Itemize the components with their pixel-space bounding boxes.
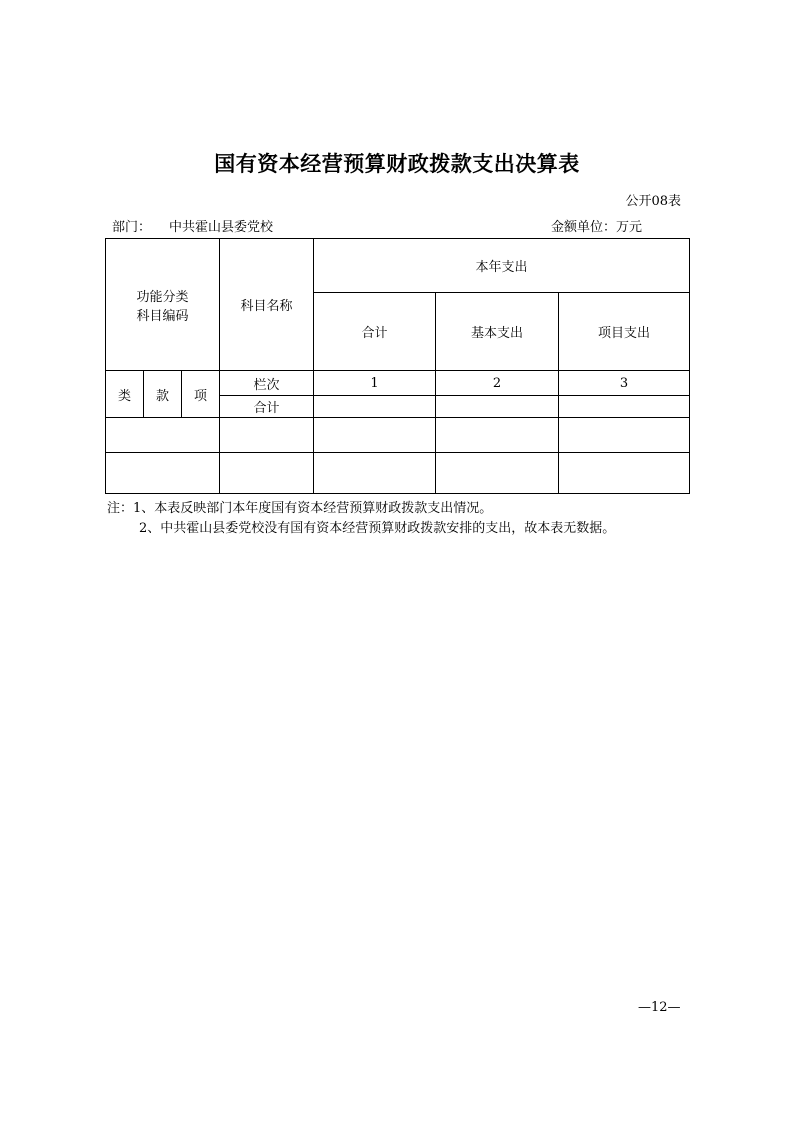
- column-label: 栏次: [220, 371, 314, 396]
- code-col-xiang: 项: [182, 371, 220, 418]
- column-number-3: 3: [559, 371, 690, 396]
- table-cell: [106, 418, 220, 453]
- table-cell: [220, 418, 314, 453]
- table-row: [106, 453, 690, 494]
- table-cell: [559, 453, 690, 494]
- project-expenditure-header: 项目支出: [559, 293, 690, 371]
- department-line: [112, 216, 273, 235]
- table-cell: [559, 418, 690, 453]
- basic-expenditure-header: 基本支出: [436, 293, 559, 371]
- column-number-2: 2: [436, 371, 559, 396]
- note-2: 2、中共霍山县委党校没有国有资本经营预算财政拨款安排的支出，故本表无数据。: [139, 521, 616, 536]
- form-code: 公开08表: [625, 194, 681, 209]
- total-header: 合计: [314, 293, 436, 371]
- header-row-1: [106, 239, 690, 293]
- expenditure-table: [105, 238, 690, 494]
- notes: [107, 499, 615, 539]
- total-cell: [314, 396, 436, 418]
- table-cell: [436, 418, 559, 453]
- func-code-header: 功能分类 科目编码: [106, 239, 220, 371]
- subject-name-header: 科目名称: [220, 239, 314, 371]
- amount-unit: 金额单位：万元: [551, 220, 643, 235]
- current-year-header: 本年支出: [314, 239, 690, 293]
- table-cell: [220, 453, 314, 494]
- total-cell: [436, 396, 559, 418]
- page-number: —12—: [638, 1000, 681, 1015]
- department-label: 部门：: [112, 220, 152, 235]
- table-cell: [106, 453, 220, 494]
- department-name: 中共霍山县委党校: [169, 220, 274, 235]
- total-label: 合计: [220, 396, 314, 418]
- note-1: 注：1、本表反映部门本年度国有资本经营预算财政拨款支出情况。: [107, 501, 493, 516]
- column-number-1: 1: [314, 371, 436, 396]
- code-col-lei: 类: [106, 371, 144, 418]
- total-cell: [559, 396, 690, 418]
- code-col-kuan: 款: [144, 371, 182, 418]
- page-title: 国有资本经营预算财政拨款支出决算表: [214, 152, 580, 176]
- table-cell: [314, 453, 436, 494]
- table-cell: [314, 418, 436, 453]
- table-row: [106, 418, 690, 453]
- column-number-row: [106, 371, 690, 396]
- table-cell: [436, 453, 559, 494]
